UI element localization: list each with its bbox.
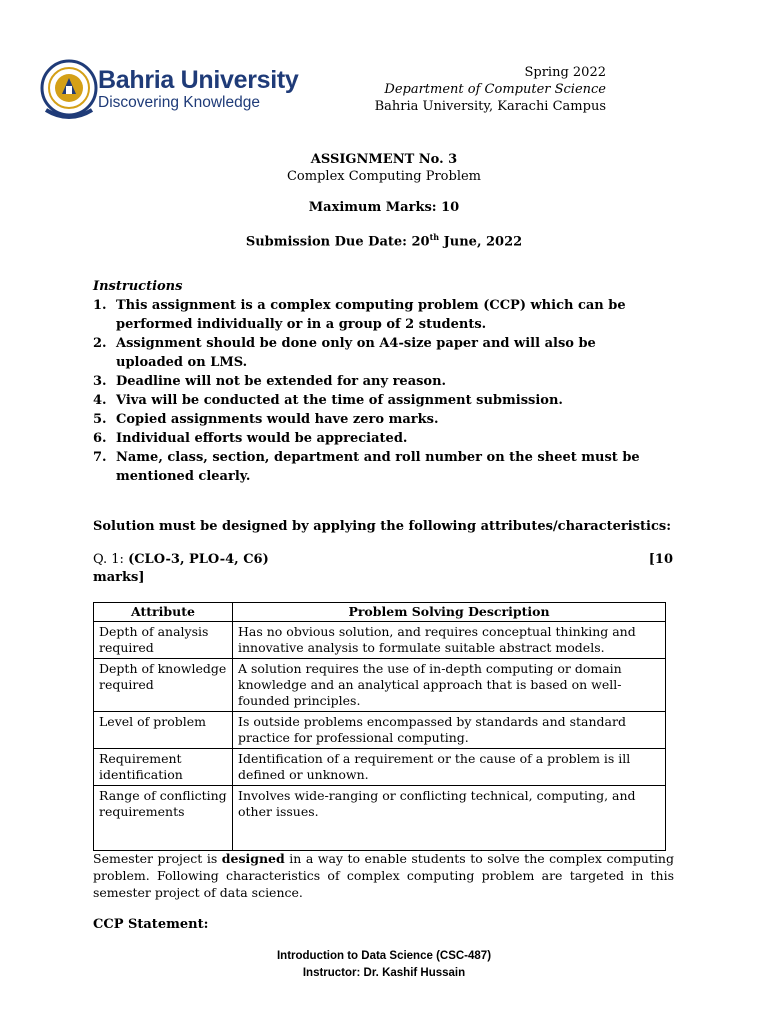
- solution-heading: Solution must be designed by applying the following attributes/characteristics:: [93, 519, 672, 534]
- table-cell-description: Involves wide-ranging or conflicting technical, computing, and other issues.: [233, 786, 666, 851]
- instruction-text: Name, class, section, department and roll number on the sheet must be mentioned clearly.: [116, 450, 640, 484]
- campus: Bahria University, Karachi Campus: [374, 99, 606, 114]
- footer-instructor: Instructor: Dr. Kashif Hussain: [302, 967, 466, 979]
- instruction-number: 5.: [93, 412, 107, 427]
- table-header-attribute: Attribute: [94, 603, 233, 622]
- table-row: [94, 712, 666, 749]
- table-cell-attribute: Level of problem: [94, 712, 233, 749]
- question-marks-close: marks]: [93, 570, 145, 585]
- table-cell-description: A solution requires the use of in-depth computing or domain knowledge and an analytical approach that is based on well-founded principles.: [233, 659, 666, 712]
- semester-paragraph: [93, 850, 674, 901]
- table-cell-attribute: Depth of knowledge required: [94, 659, 233, 712]
- table-cell-description: Has no obvious solution, and requires conceptual thinking and innovative analysis to formulate suitable abstract models.: [233, 622, 666, 659]
- due-date-prefix: Submission Due Date: 20: [245, 234, 430, 250]
- due-date-superscript: th: [429, 232, 440, 242]
- instruction-number: 2.: [93, 336, 107, 351]
- university-logo: [40, 50, 299, 128]
- instruction-item: [93, 334, 653, 372]
- page-footer: [0, 948, 768, 982]
- due-date-suffix: June, 2022: [439, 234, 523, 250]
- instruction-number: 4.: [93, 393, 107, 408]
- university-seal-icon: [40, 50, 98, 128]
- table-cell-description: Is outside problems encompassed by standards and standard practice for professional computing.: [233, 712, 666, 749]
- table-cell-description: Identification of a requirement or the cause of a problem is ill defined or unknown.: [233, 749, 666, 786]
- instruction-text: Individual efforts would be appreciated.: [116, 431, 408, 446]
- instruction-number: 7.: [93, 450, 107, 465]
- logo-university-name: Bahria University: [98, 66, 299, 94]
- table-row: [94, 659, 666, 712]
- table-cell-attribute: Depth of analysis required: [94, 622, 233, 659]
- instruction-text: Copied assignments would have zero marks.: [116, 412, 439, 427]
- question-marks-open: [10: [648, 552, 673, 567]
- instruction-text: Assignment should be done only on A4-size paper and will also be uploaded on LMS.: [116, 336, 596, 370]
- instruction-number: 3.: [93, 374, 107, 389]
- instruction-item: [93, 448, 653, 486]
- table-row: [94, 749, 666, 786]
- question-1: [93, 551, 673, 587]
- table-row: [94, 622, 666, 659]
- submission-due-date: [0, 232, 768, 249]
- instruction-text: Deadline will not be extended for any reason.: [116, 374, 447, 389]
- logo-tagline: Discovering Knowledge: [98, 94, 260, 111]
- semester-text-after: in a way to enable students to solve the complex computing problem. Following characteristics of complex computing problem are targeted in this semester project of data science.: [93, 851, 674, 900]
- instruction-item: [93, 372, 653, 391]
- question-label: Q. 1:: [93, 552, 129, 567]
- assignment-title: ASSIGNMENT No. 3: [310, 152, 458, 167]
- footer-course: Introduction to Data Science (CSC-487): [276, 950, 492, 962]
- table-cell-attribute: Range of conflicting requirements: [94, 786, 233, 851]
- instruction-item: [93, 429, 653, 448]
- maximum-marks: Maximum Marks: 10: [308, 200, 460, 215]
- instructions-list: [93, 296, 653, 486]
- table-row: [94, 786, 666, 851]
- assignment-subtitle: Complex Computing Problem: [286, 169, 482, 184]
- instruction-number: 1.: [93, 298, 107, 313]
- table-header-description: Problem Solving Description: [233, 603, 666, 622]
- header-info: [375, 64, 606, 115]
- attributes-table: [93, 602, 666, 851]
- instruction-item: [93, 410, 653, 429]
- ccp-statement-heading: CCP Statement:: [93, 917, 209, 932]
- term: Spring 2022: [524, 65, 606, 80]
- table-header-row: [94, 603, 666, 622]
- department: Department of Computer Science: [384, 82, 606, 97]
- instruction-item: [93, 296, 653, 334]
- instruction-item: [93, 391, 653, 410]
- semester-text-before: Semester project is: [93, 851, 222, 866]
- instruction-text: This assignment is a complex computing problem (CCP) which can be performed individually or in a group of 2 students.: [116, 298, 626, 332]
- instructions-title: Instructions: [93, 279, 183, 294]
- table-cell-attribute: Requirement identification: [94, 749, 233, 786]
- instruction-text: Viva will be conducted at the time of assignment submission.: [116, 393, 563, 408]
- semester-emphasis: designed: [221, 851, 285, 866]
- question-clo: (CLO-3, PLO-4, C6): [128, 552, 269, 567]
- instruction-number: 6.: [93, 431, 107, 446]
